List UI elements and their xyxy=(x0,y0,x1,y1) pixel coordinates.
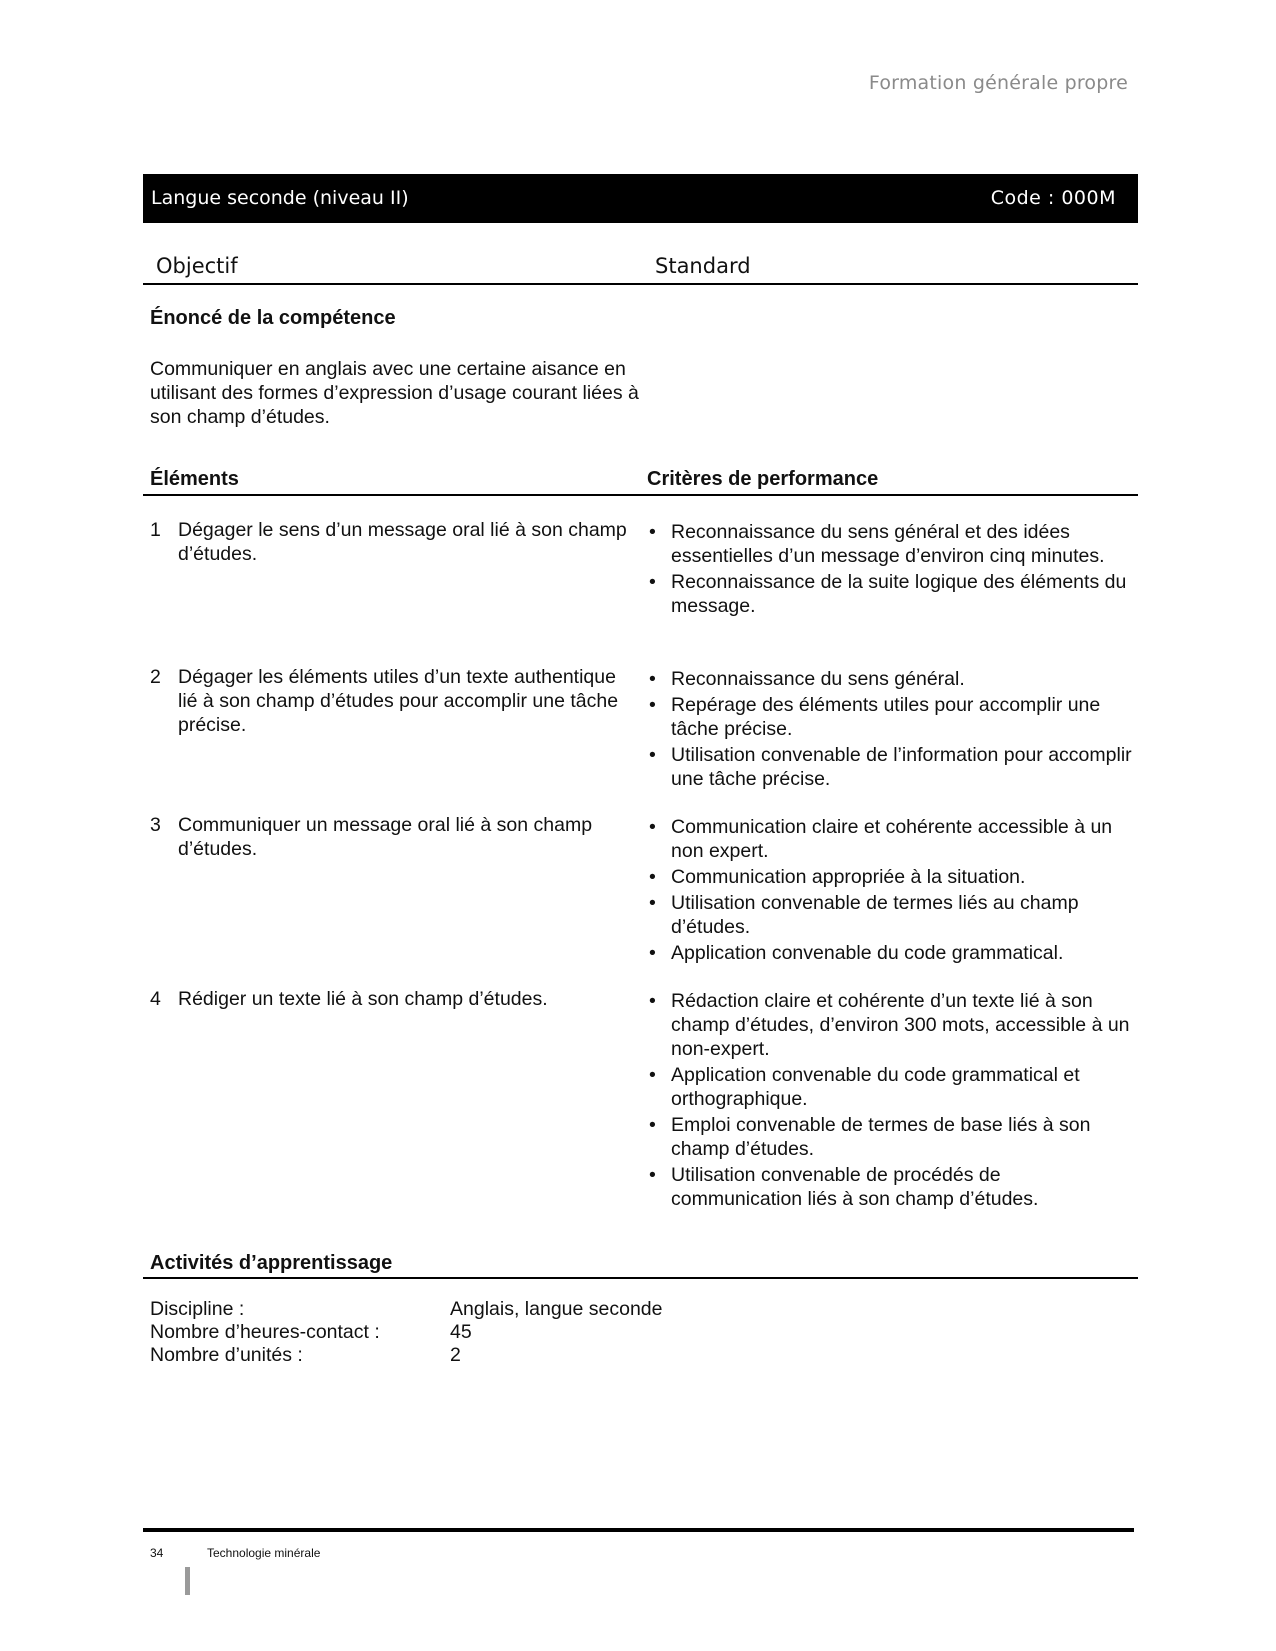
element-item xyxy=(150,987,630,1011)
discipline-value: Anglais, langue seconde xyxy=(450,1298,663,1320)
criterion: • Reconnaissance de la suite logique des éléments du message. xyxy=(649,571,1127,617)
criterion: • Reconnaissance du sens général et des idées essentielles d’un message d’environ cinq minutes. xyxy=(649,521,1105,567)
elements-heading: Éléments xyxy=(150,468,239,490)
criteria-list xyxy=(647,667,1137,793)
activities-divider xyxy=(143,1277,1138,1279)
course-title-bar xyxy=(143,174,1138,223)
bullet-icon: • xyxy=(649,1114,656,1136)
element-text: Rédiger un texte lié à son champ d’études. xyxy=(178,988,548,1010)
footer-marker xyxy=(185,1567,190,1595)
criterion: • Emploi convenable de termes de base liés à son champ d’études. xyxy=(649,1114,1091,1160)
competency-statement: Communiquer en anglais avec une certaine aisance en utilisant des formes d’expression d’usage courant liées à son champ d’études. xyxy=(150,358,639,428)
course-code: Code : 000M xyxy=(990,187,1116,209)
criteria-heading: Critères de performance xyxy=(647,468,879,490)
bullet-icon: • xyxy=(649,1164,656,1186)
elements-divider xyxy=(143,494,1138,496)
hours-label: Nombre d’heures-contact : xyxy=(150,1321,380,1343)
activities-heading: Activités d’apprentissage xyxy=(150,1252,393,1274)
criterion: • Application convenable du code grammatical et orthographique. xyxy=(649,1064,1080,1110)
page-number: 34 xyxy=(150,1546,164,1560)
criteria-list xyxy=(647,520,1137,620)
criterion: • Reconnaissance du sens général. xyxy=(649,668,965,690)
competency-title: Énoncé de la compétence xyxy=(150,307,396,329)
criterion: • Application convenable du code grammatical. xyxy=(649,942,1064,964)
criteria-list xyxy=(647,815,1137,967)
running-header: Formation générale propre xyxy=(868,72,1128,94)
course-title: Langue seconde (niveau II) xyxy=(151,187,409,209)
standard-column-heading: Standard xyxy=(655,254,751,278)
element-number: 4 xyxy=(150,988,161,1010)
activities-info xyxy=(150,1298,663,1367)
criterion: • Utilisation convenable de procédés de communication liés à son champ d’études. xyxy=(649,1164,1039,1210)
bullet-icon: • xyxy=(649,990,656,1012)
bullet-icon: • xyxy=(649,892,656,914)
bullet-icon: • xyxy=(649,668,656,690)
hours-row xyxy=(150,1321,663,1344)
element-number: 3 xyxy=(150,814,161,836)
criterion: • Communication claire et cohérente accessible à un non expert. xyxy=(649,816,1113,862)
bullet-icon: • xyxy=(649,866,656,888)
element-item xyxy=(150,813,630,861)
criterion: • Repérage des éléments utiles pour accomplir une tâche précise. xyxy=(649,694,1101,740)
footer-program-title: Technologie minérale xyxy=(207,1546,321,1560)
units-value: 2 xyxy=(450,1344,461,1366)
units-label: Nombre d’unités : xyxy=(150,1344,303,1366)
element-number: 1 xyxy=(150,519,161,541)
element-number: 2 xyxy=(150,666,161,688)
column-heading-divider xyxy=(143,283,1138,285)
units-row xyxy=(150,1344,663,1367)
bullet-icon: • xyxy=(649,942,656,964)
criterion: • Utilisation convenable de l’information pour accomplir une tâche précise. xyxy=(649,744,1132,790)
bullet-icon: • xyxy=(649,521,656,543)
discipline-label: Discipline : xyxy=(150,1298,245,1320)
bullet-icon: • xyxy=(649,571,656,593)
discipline-row xyxy=(150,1298,663,1321)
element-item xyxy=(150,518,630,566)
element-text: Communiquer un message oral lié à son champ d’études. xyxy=(178,814,593,860)
bullet-icon: • xyxy=(649,744,656,766)
bullet-icon: • xyxy=(649,816,656,838)
element-text: Dégager les éléments utiles d’un texte authentique lié à son champ d’études pour accomplir une tâche précise. xyxy=(178,666,619,736)
criterion: • Utilisation convenable de termes liés au champ d’études. xyxy=(649,892,1079,938)
element-text: Dégager le sens d’un message oral lié à son champ d’études. xyxy=(178,519,627,565)
criterion: • Communication appropriée à la situation. xyxy=(649,866,1026,888)
element-item xyxy=(150,665,630,737)
bullet-icon: • xyxy=(649,694,656,716)
footer-divider xyxy=(143,1528,1134,1532)
objective-column-heading: Objectif xyxy=(156,254,238,278)
bullet-icon: • xyxy=(649,1064,656,1086)
hours-value: 45 xyxy=(450,1321,472,1343)
criteria-list xyxy=(647,989,1137,1213)
criterion: • Rédaction claire et cohérente d’un texte lié à son champ d’études, d’environ 300 mots, accessible à un non-expert. xyxy=(649,990,1130,1060)
